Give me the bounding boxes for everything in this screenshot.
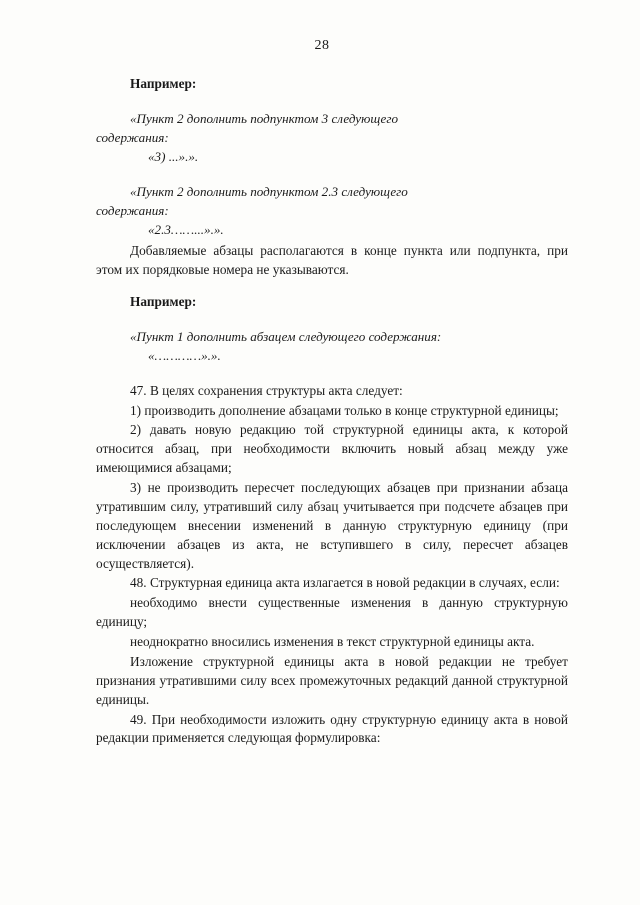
item-49: 49. При необходимости изложить одну структурную единицу акта в новой редакции применяется следующая формулировка: xyxy=(96,711,568,746)
item-47-subitem-3: 3) не производить пересчет последующих абзацев при признании абзаца утратившим силу, утративший силу абзац учитывается при подсчете абзацев при последующем внесении изменений в данную структурную единицу (при исключении абзацев из акта, не вступившего в силу, пересчет абзацев осуществляется). xyxy=(96,480,568,571)
quote-3-inner: «…………».». xyxy=(148,347,221,363)
example-label-2: Например: xyxy=(130,293,197,309)
quote-2-line-2: содержания: xyxy=(96,202,169,218)
item-48: 48. Структурная единица акта излагается в новой редакции в случаях, если: xyxy=(130,575,560,591)
spacer xyxy=(96,102,568,110)
spacer xyxy=(96,320,568,328)
quote-3-line-1: «Пункт 1 дополнить абзацем следующего содержания: xyxy=(130,328,442,344)
quote-1-inner: «3) ...».». xyxy=(148,148,199,164)
paragraph-added-abzacy: Добавляемые абзацы располагаются в конце пункта или подпункта, при этом их порядковые номера не указываются. xyxy=(96,242,568,277)
spacer xyxy=(96,368,568,382)
quote-1-line-2: содержания: xyxy=(96,129,169,145)
quote-2-line-1: «Пункт 2 дополнить подпунктом 2.3 следующего xyxy=(130,183,408,199)
quote-2-inner: «2.3……...».». xyxy=(148,221,224,237)
item-48-condition-b: неоднократно вносились изменения в текст структурной единицы акта. xyxy=(130,634,535,649)
item-48-note: Изложение структурной единицы акта в новой редакции не требует признания утратившими силу всех промежуточных редакций данной структурной единицы. xyxy=(96,653,568,707)
page-number: 28 xyxy=(314,38,330,53)
quote-1-line-1: «Пункт 2 дополнить подпунктом 3 следующего xyxy=(130,111,398,126)
item-47-subitem-1: 1) производить дополнение абзацами только в конце структурной единицы; xyxy=(130,402,559,418)
item-48-condition-a: необходимо внести существенные изменения в данную структурную единицу; xyxy=(96,595,568,630)
item-47-subitem-2: 2) давать новую редакцию той структурной единицы акта, к которой относится абзац, при необходимости включить новый абзац между уже имеющимися абзацами; xyxy=(96,422,568,476)
example-label-1: Например: xyxy=(130,76,197,91)
spacer xyxy=(96,169,568,183)
item-47: 47. В целях сохранения структуры акта следует: xyxy=(130,382,403,398)
